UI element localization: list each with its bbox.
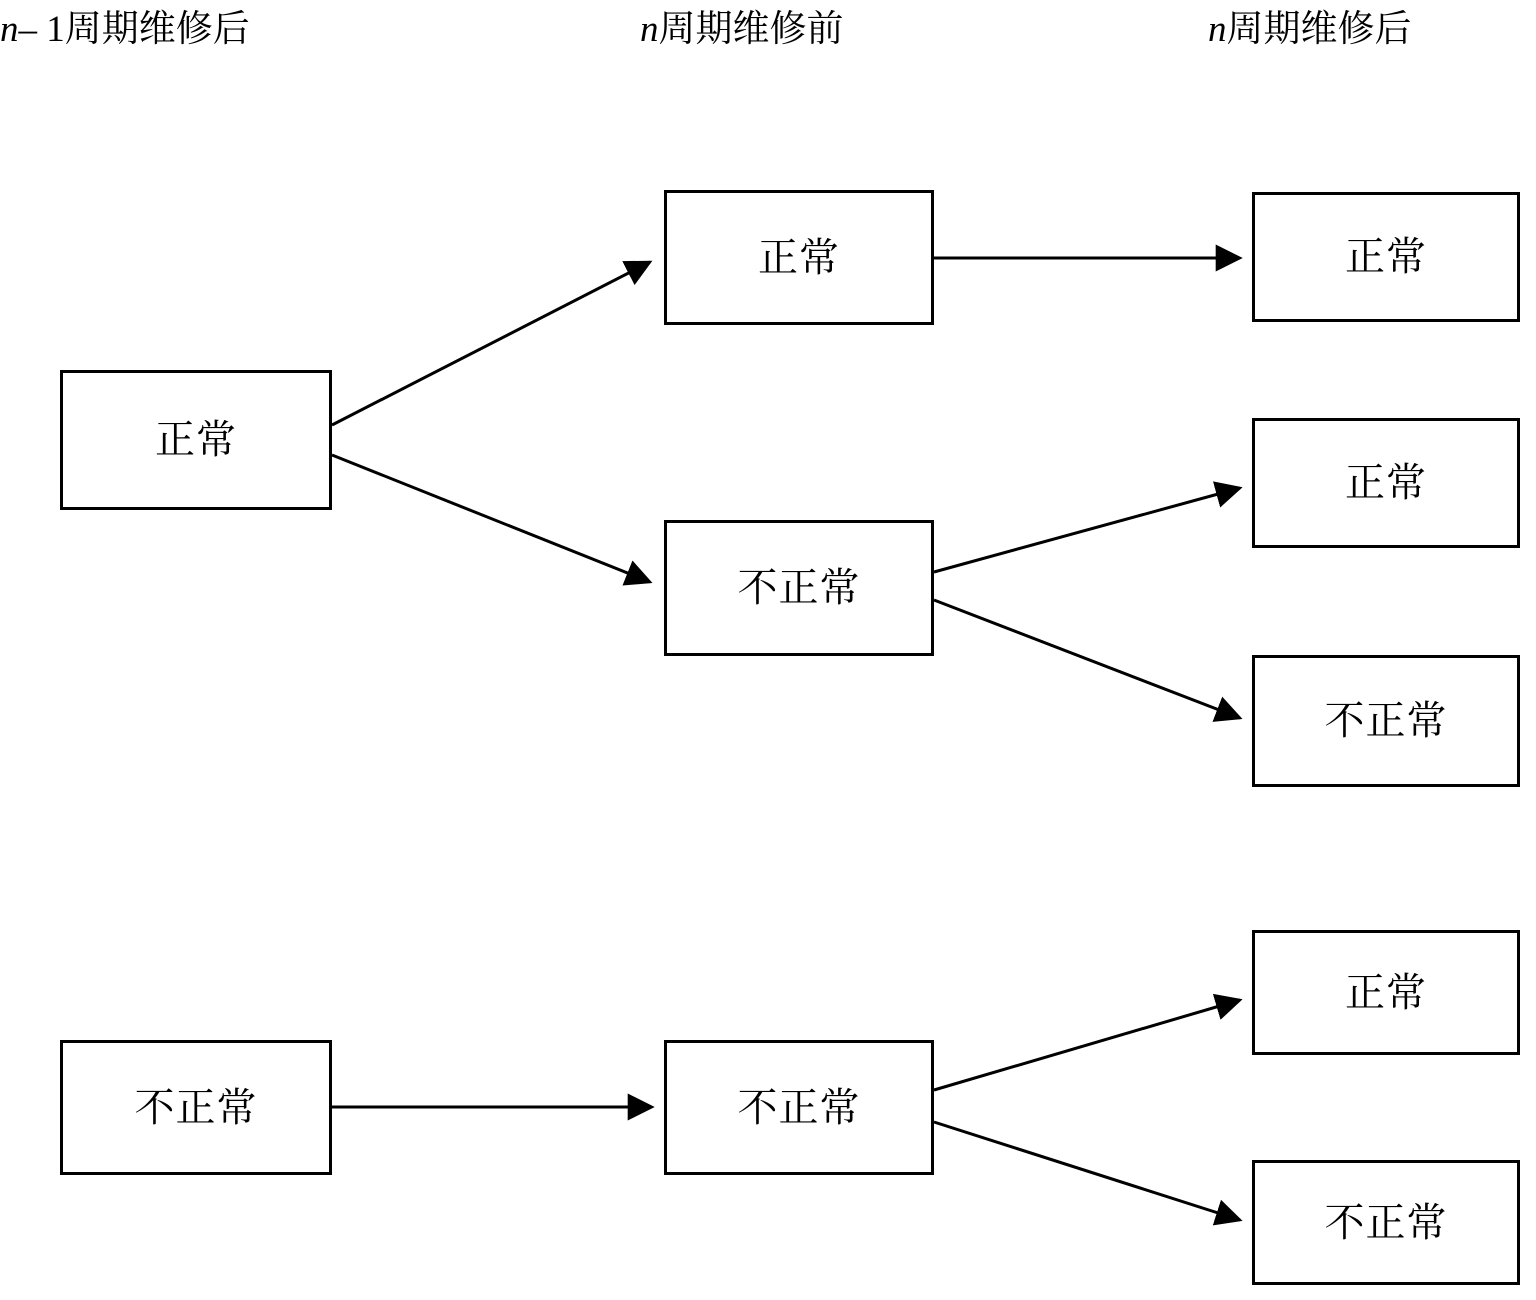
node-label: 正常 [1345,234,1427,279]
node-label: 正常 [758,234,840,280]
edge-n1-n2 [332,262,650,425]
node-prev-abnormal [60,1040,332,1175]
node-post-maint-normal-2 [1252,418,1520,548]
edge-n3-n5 [934,488,1240,572]
node-post-maint-abnormal-2 [1252,1160,1520,1285]
header-variable-n: n [1208,9,1227,50]
column-header-current-cycle-after-text: 周期维修后 [1226,9,1412,50]
column-header-current-cycle-after [1208,8,1412,52]
column-header-previous-cycle-after-text: – 1周期维修后 [18,9,250,50]
edge-n8-n9 [934,1000,1240,1090]
node-post-maint-abnormal-1 [1252,655,1520,787]
node-label: 正常 [155,417,237,462]
column-header-current-cycle-before [640,8,844,52]
header-variable-n: n [640,9,659,50]
edge-n8-n10 [934,1122,1240,1220]
node-pre-maint-normal [664,190,934,325]
node-label: 不正常 [1324,698,1448,743]
node-label: 不正常 [134,1084,258,1130]
node-label: 不正常 [737,565,861,610]
node-prev-normal [60,370,332,510]
node-post-maint-normal-3 [1252,930,1520,1055]
node-label: 正常 [1345,969,1427,1015]
node-pre-maint-abnormal [664,520,934,656]
node-label: 正常 [1345,460,1427,505]
edge-n3-n6 [934,600,1240,718]
node-pre-maint-abnormal-2 [664,1040,934,1175]
node-post-maint-normal-1 [1252,192,1520,322]
node-label: 不正常 [737,1084,861,1130]
column-header-current-cycle-before-text: 周期维修前 [658,9,844,50]
edge-n1-n3 [332,455,650,582]
node-label: 不正常 [1324,1199,1448,1245]
header-variable-n: n [0,9,19,50]
column-header-previous-cycle-after [0,8,250,52]
